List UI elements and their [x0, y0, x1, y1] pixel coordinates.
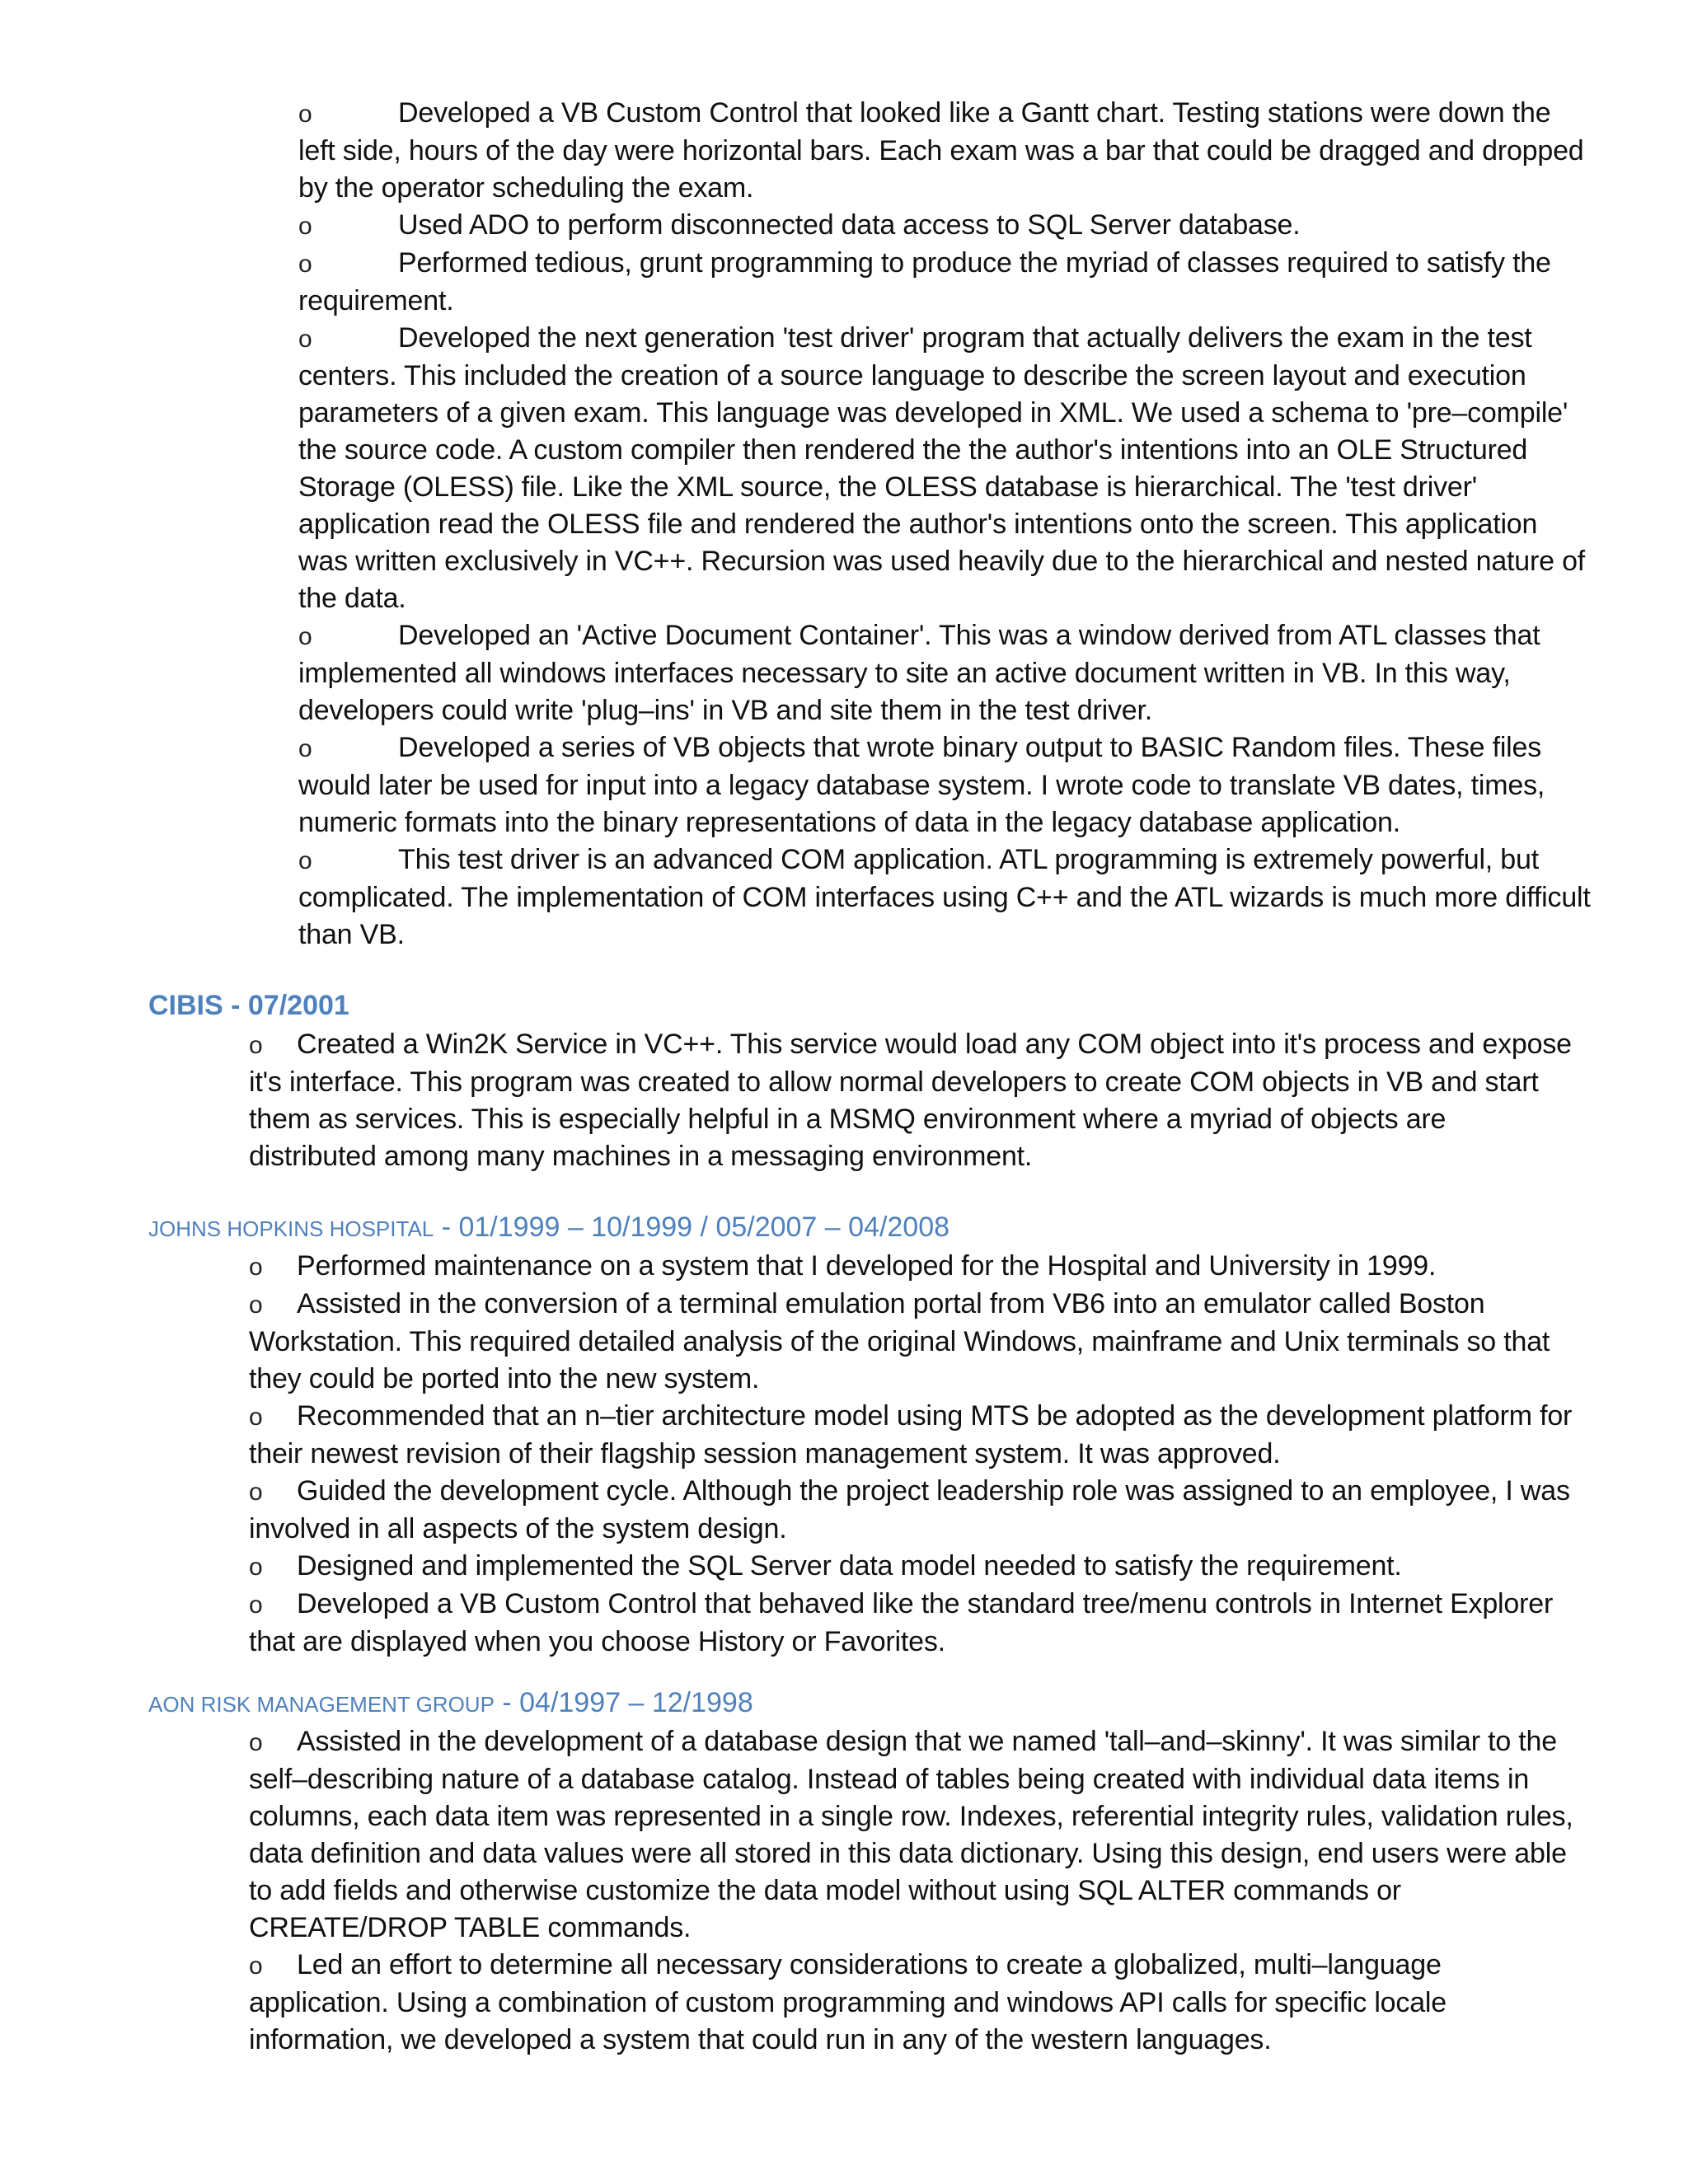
list-item: o Developed an 'Active Document Container'. This was a window derived from ATL classes that implemented all windows interfaces necessary to site an active document written in VB. In this way, developers could write 'plug–ins' in VB and site them in the test driver. — [298, 620, 1540, 726]
bullet-icon: o — [249, 1554, 263, 1581]
list-item: o Created a Win2K Service in VC++. This service would load any COM object into it's process and expose it's interface. This program was created to allow normal developers to create COM objects in VB and start them as services. This is especially helpful in a MSMQ environment where a myriad of objects are distributed among many machines in a messaging environment. — [249, 1029, 1572, 1172]
list-item: o Performed maintenance on a system that I developed for the Hospital and University in 1999. — [249, 1248, 1578, 1286]
bullet-icon: o — [298, 623, 312, 650]
list-item: o Developed a VB Custom Control that looked like a Gantt chart. Testing stations were down the left side, hours of the day were horizontal bars. Each exam was a bar that could be dragged and dropped by the operator scheduling the exam. — [298, 97, 1584, 204]
bullet-icon: o — [249, 1404, 263, 1431]
johns-hopkins-bullet-list — [0, 1248, 1688, 1661]
bullet-icon: o — [298, 847, 312, 874]
johns-hopkins-heading: JOHNS HOPKINS HOSPITAL - 01/1999 – 10/1999 / 05/2007 – 04/2008 — [148, 1212, 950, 1243]
aon-heading: AON RISK MANAGEMENT GROUP - 04/1997 – 12/1998 — [148, 1687, 753, 1718]
list-item: o This test driver is an advanced COM application. ATL programming is extremely powerful, but complicated. The implementation of COM interfaces using C++ and the ATL wizards is much more difficult than VB. — [298, 844, 1591, 950]
list-item: o Assisted in the conversion of a terminal emulation portal from VB6 into an emulator called Boston Workstation. This required detailed analysis of the original Windows, mainframe and Unix terminals so that they could be ported into the new system. — [249, 1288, 1550, 1394]
bullet-icon: o — [298, 735, 312, 762]
bullet-icon: o — [249, 1479, 263, 1506]
list-item: o Developed the next generation 'test driver' program that actually delivers the exam in the test centers. This included the creation of a source language to describe the screen layout and execution parameters of a given exam. This language was developed in XML. We used a schema to 'pre–compile' the source code. A custom compiler then rendered the the author's intentions into an OLE Structured Storage (OLESS) file. Like the XML source, the OLESS database is hierarchical. The 'test driver' application read the OLESS file and rendered the author's intentions onto the screen. This application was written exclusively in VC++. Recursion was used heavily due to the hierarchical and nested nature of the data. — [298, 322, 1586, 614]
bullet-icon: o — [249, 1032, 263, 1059]
continued-bullet-list — [0, 95, 1688, 954]
bullet-icon: o — [249, 1591, 263, 1619]
cibis-heading: CIBIS - 07/2001 — [148, 990, 349, 1021]
aon-bullet-list — [0, 1723, 1688, 2059]
list-item: o Guided the development cycle. Although the project leadership role was assigned to an employee, I was involved in all aspects of the system design. — [249, 1475, 1570, 1544]
bullet-icon: o — [249, 1254, 263, 1281]
bullet-icon: o — [298, 251, 312, 278]
list-item: o Used ADO to perform disconnected data access to SQL Server database. — [298, 207, 1592, 245]
list-item: o Assisted in the development of a database design that we named 'tall–and–skinny'. It was similar to the self–describing nature of a database catalog. Instead of tables being created with individual data items in columns, each data item was represented in a single row. Indexes, referential integrity rules, validation rules, data definition and data values were all stored in this data dictionary. Using this design, end users were able to add fields and otherwise customize the data model without using SQL ALTER commands or CREATE/DROP TABLE commands. — [249, 1726, 1573, 1943]
bullet-icon: o — [298, 213, 312, 240]
list-item: o Developed a VB Custom Control that behaved like the standard tree/menu controls in Internet Explorer that are displayed when you choose History or Favorites. — [249, 1588, 1554, 1657]
bullet-icon: o — [298, 326, 312, 353]
list-item: o Developed a series of VB objects that wrote binary output to BASIC Random files. These files would later be used for input into a legacy database system. I wrote code to translate VB dates, times, numeric formats into the binary representations of data in the legacy database application. — [298, 732, 1545, 838]
list-item: o Performed tedious, grunt programming to produce the myriad of classes required to satisfy the requirement. — [298, 247, 1551, 316]
list-item: o Led an effort to determine all necessary considerations to create a globalized, multi–language application. Using a combination of custom programming and windows API calls for specific locale information, we developed a system that could run in any of the western languages. — [249, 1949, 1447, 2055]
bullet-icon: o — [249, 1952, 263, 1980]
bullet-icon: o — [249, 1291, 263, 1319]
bullet-icon: o — [249, 1729, 263, 1756]
bullet-icon: o — [298, 101, 312, 128]
list-item: o Designed and implemented the SQL Server data model needed to satisfy the requirement. — [249, 1548, 1578, 1586]
cibis-bullet-list — [0, 1026, 1688, 1175]
list-item: o Recommended that an n–tier architecture model using MTS be adopted as the development platform for their newest revision of their flagship session management system. It was approved. — [249, 1400, 1573, 1469]
